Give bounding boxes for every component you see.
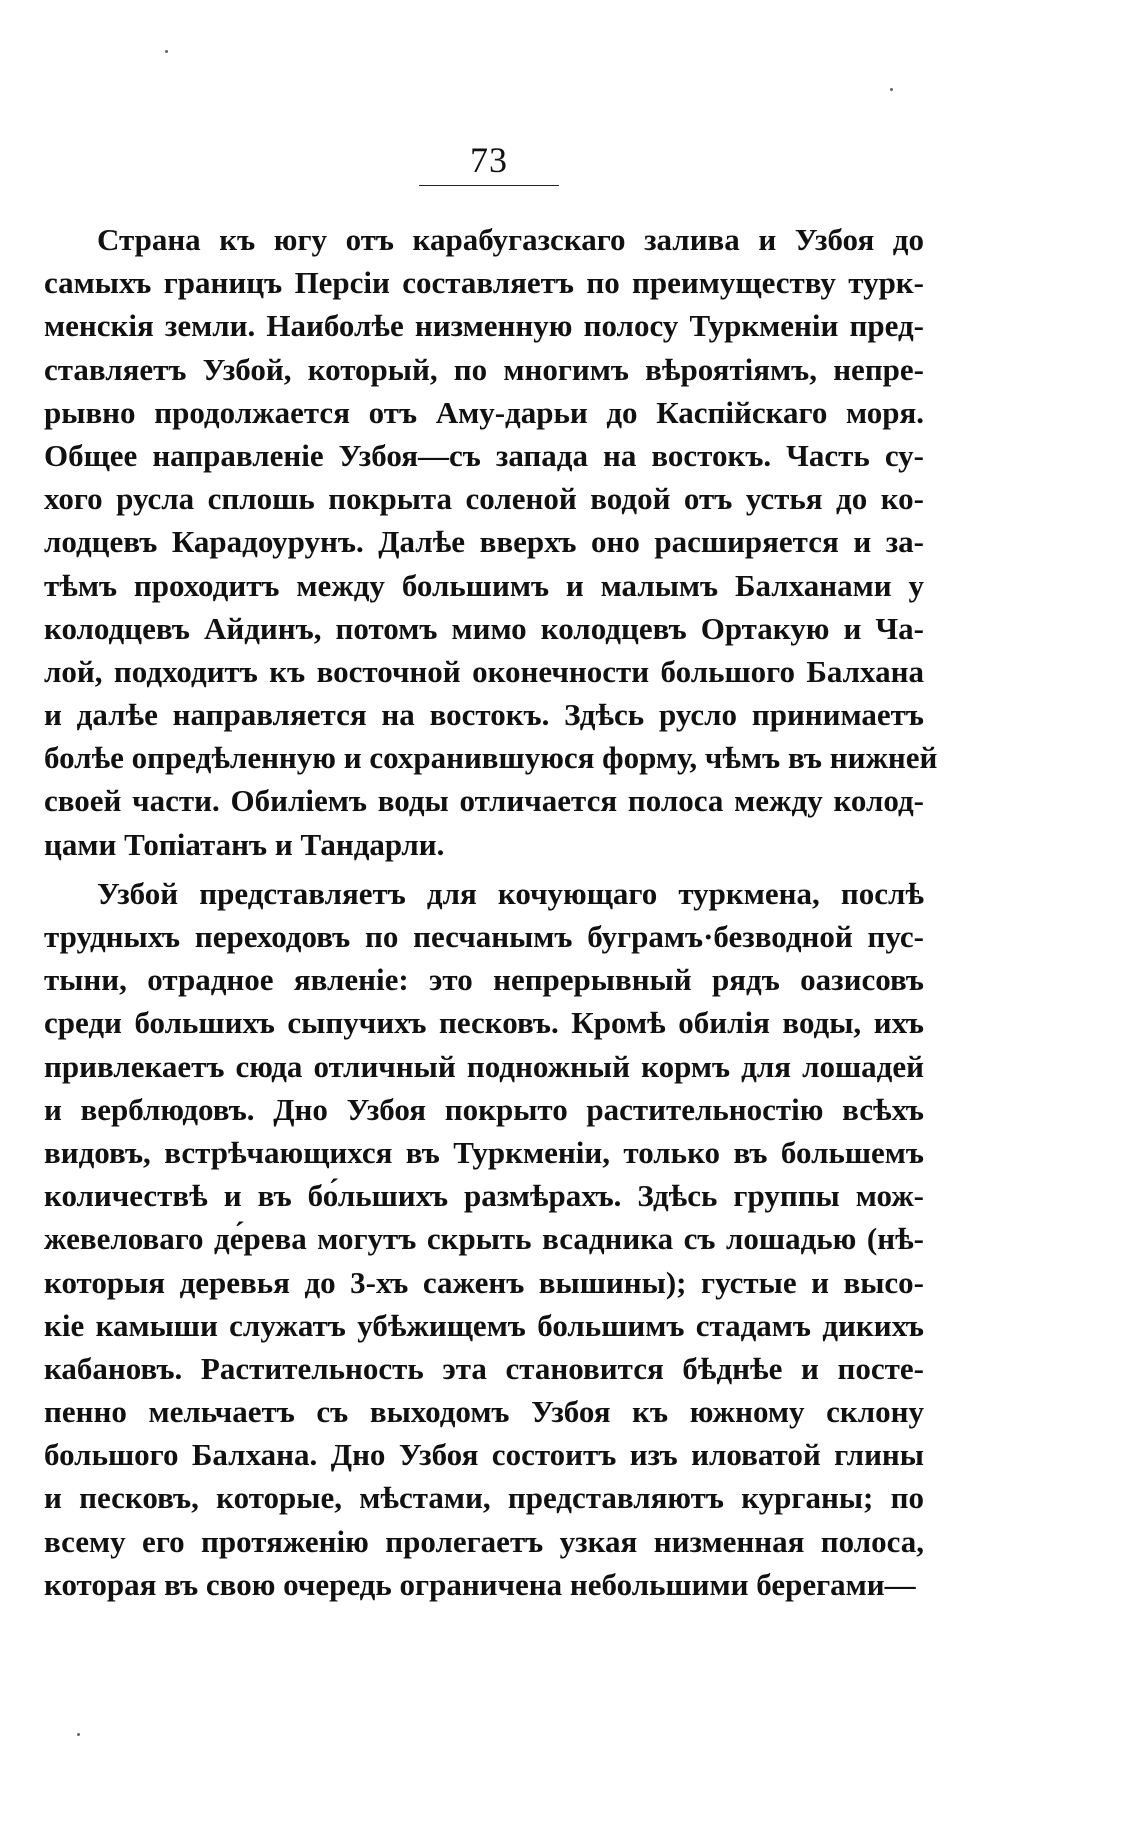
text-line: кіе камыши служатъ убѣжищемъ большимъ стадамъ дикихъ bbox=[44, 1307, 924, 1343]
text-line: привлекаетъ сюда отличный подножный кормъ для лошадей bbox=[44, 1048, 924, 1084]
text-line: которая въ свою очередь ограничена небольшими берегами— bbox=[44, 1566, 916, 1602]
text-line: цами Топіатанъ и Тандарли. bbox=[44, 826, 445, 862]
scan-speck bbox=[77, 1733, 80, 1736]
text-line: рывно продолжается отъ Аму-дарьи до Каспійскаго моря. bbox=[44, 394, 924, 430]
text-line: трудныхъ переходовъ по песчанымъ буграмъ·безводной пус- bbox=[44, 919, 924, 954]
text-line: всему его протяженію пролегаетъ узкая низменная полоса, bbox=[44, 1523, 924, 1559]
text-line: тѣмъ проходитъ между большимъ и малымъ Балханами у bbox=[44, 567, 924, 603]
text-line: Общее направленіе Узбоя—съ запада на востокъ. Часть су- bbox=[44, 437, 924, 473]
scan-speck bbox=[890, 88, 893, 91]
paragraph-1 bbox=[44, 218, 938, 866]
text-line: Страна къ югу отъ карабугазскаго залива и Узбоя до bbox=[97, 222, 924, 257]
scan-speck bbox=[165, 50, 168, 53]
text-line: которыя деревья до 3-хъ саженъ вышины); густые и высо- bbox=[44, 1264, 924, 1300]
header-rule bbox=[419, 185, 559, 186]
text-line: болѣе опредѣленную и сохранившуюся форму, чѣмъ въ нижней bbox=[44, 740, 938, 776]
text-line: и далѣе направляется на востокъ. Здѣсь русло принимаетъ bbox=[44, 697, 924, 733]
text-line: большого Балхана. Дно Узбоя состоитъ изъ иловатой глины bbox=[44, 1437, 924, 1473]
body-text bbox=[44, 218, 938, 1606]
text-line: кабановъ. Растительность эта становится бѣднѣе и посте- bbox=[44, 1350, 924, 1386]
text-line: лой, подходитъ къ восточной оконечности большого Балхана bbox=[44, 653, 924, 689]
text-line: и верблюдовъ. Дно Узбоя покрыто растительностію всѣхъ bbox=[44, 1091, 924, 1127]
page-number: 73 bbox=[470, 140, 508, 180]
text-line: менскія земли. Наиболѣе низменную полосу Туркменіи пред- bbox=[44, 308, 924, 344]
text-line: и песковъ, которые, мѣстами, представляютъ курганы; по bbox=[44, 1480, 924, 1516]
text-line: лодцевъ Карадоурунъ. Далѣе вверхъ оно расширяется и за- bbox=[44, 524, 924, 560]
text-line: ставляетъ Узбой, который, по многимъ вѣроятіямъ, непре- bbox=[44, 351, 924, 387]
text-line: видовъ, встрѣчающихся въ Туркменіи, только въ большемъ bbox=[44, 1134, 924, 1170]
text-line: Узбой представляетъ для кочующаго туркмена, послѣ bbox=[97, 875, 924, 911]
text-line: своей части. Обиліемъ воды отличается полоса между колод- bbox=[44, 783, 924, 819]
text-line: хого русла сплошь покрыта соленой водой отъ устья до ко- bbox=[44, 481, 924, 517]
text-line: тыни, отрадное явленіе: это непрерывный рядъ оазисовъ bbox=[44, 962, 924, 998]
text-line: колодцевъ Айдинъ, потомъ мимо колодцевъ Ортакую и Ча- bbox=[44, 610, 924, 646]
paragraph-2 bbox=[44, 872, 924, 1606]
text-line: самыхъ границъ Персіи составляетъ по преимуществу турк- bbox=[44, 265, 924, 301]
text-line: среди большихъ сыпучихъ песковъ. Кромѣ обилія воды, ихъ bbox=[44, 1005, 924, 1041]
text-line: жевеловаго де́рева могутъ скрыть всадника съ лошадью (нѣ- bbox=[44, 1221, 924, 1257]
text-line: количествѣ и въ бо́льшихъ размѣрахъ. Здѣсь группы мож- bbox=[44, 1178, 924, 1214]
text-line: пенно мельчаетъ съ выходомъ Узбоя къ южному склону bbox=[44, 1394, 924, 1430]
